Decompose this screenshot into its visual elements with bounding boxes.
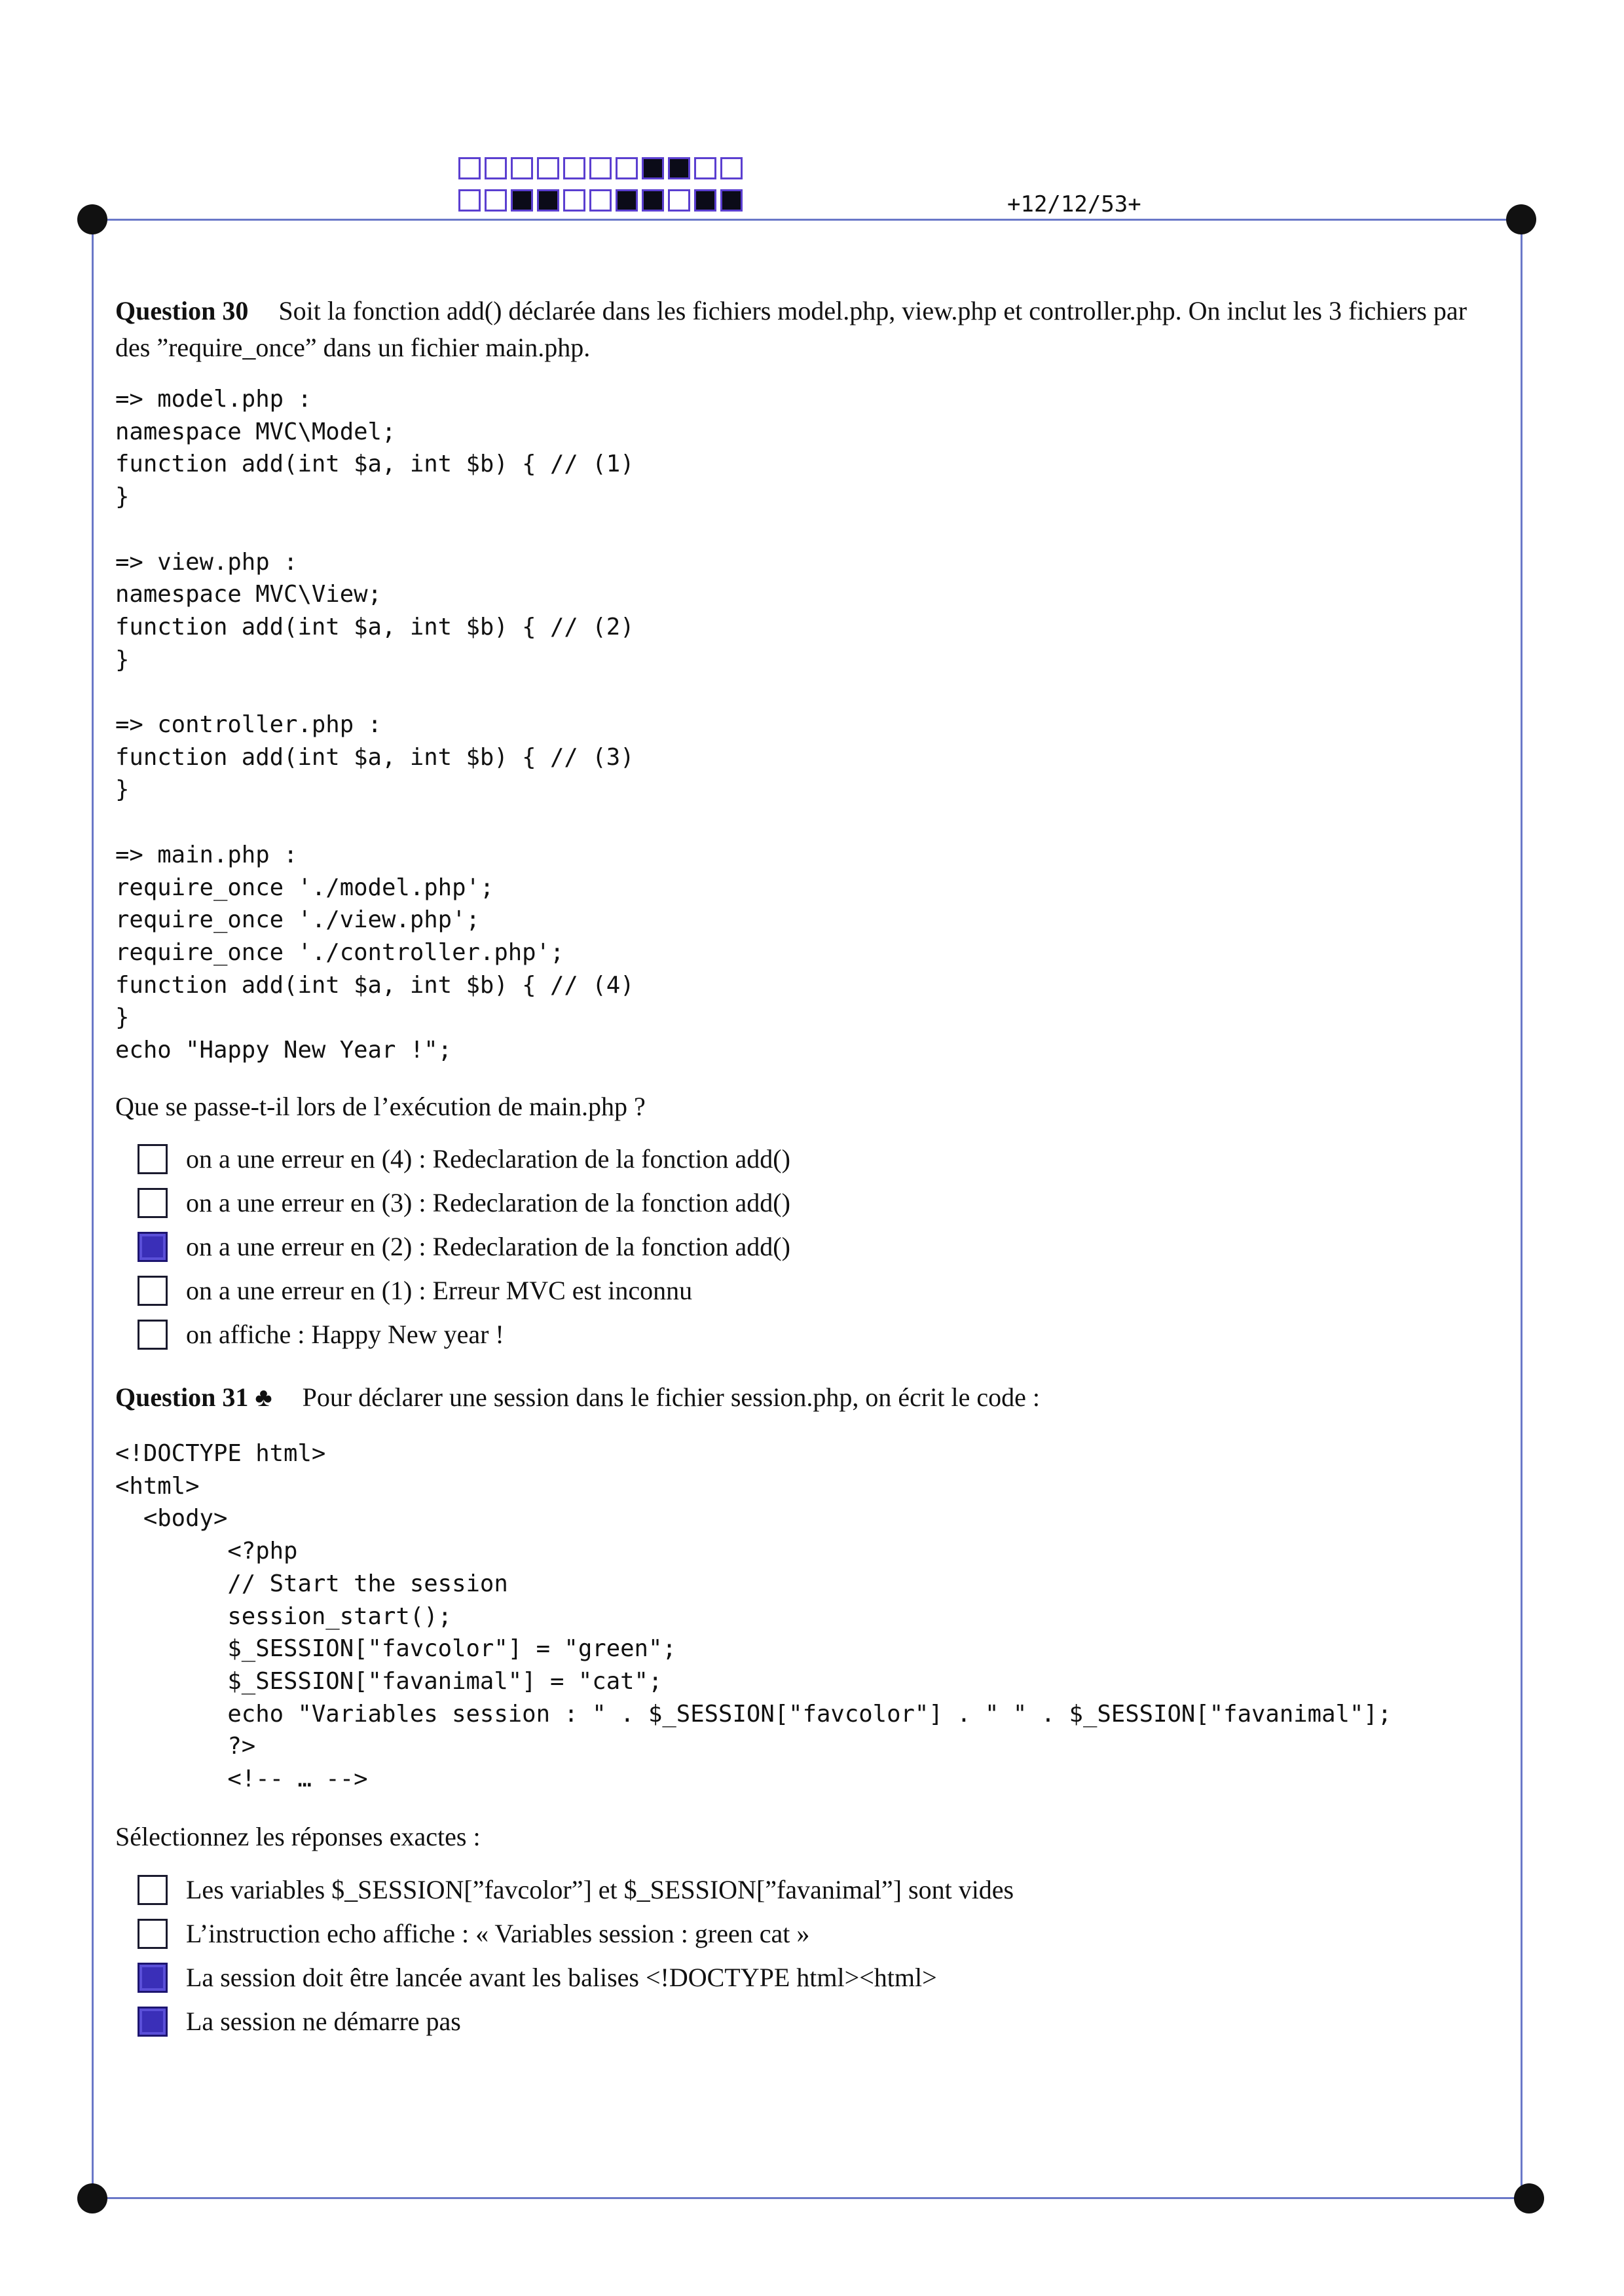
code-bar-cell [537,189,559,212]
page-id: +12/12/53+ [1007,191,1141,217]
answer-label: L’instruction echo affiche : « Variables session : green cat » [186,1919,810,1948]
frame-left-line [92,219,94,2199]
question-31-text: Pour déclarer une session dans le fichier session.php, on écrit le code : [302,1382,1040,1412]
question-30-code: => model.php : namespace MVC\Model; function add(int $a, int $b) { // (1) } => view.php : namespace MVC\View; function add(int $a, int $b) { // (2) } => controller.php : function add(int $a, int $b) { // (3) } => main.php : require_once './model.php'; require_once './view.php'; require_once './controller.php'; function add(int $a, int $b) { // (4) } echo "Happy New Year !"; [115,386,635,1064]
question-31-code: <!DOCTYPE html> <html> <body> <?php // Start the session session_start(); $_SESSION["favcolor"] = "green"; $_SESSION["favanimal"] = "cat"; echo "Variables session : " . $_SESSION["favcolor"] . " " . $_SESSION["favanimal"]; ?> <!-- … --> [115,1440,1392,1793]
code-bar-cell [720,157,743,179]
code-bar-cell [458,157,481,179]
code-bar-cell [563,157,585,179]
page-code-bar-top [458,157,747,179]
answer-checkbox[interactable] [138,1188,168,1218]
code-bar-cell [485,189,507,212]
answer-row [138,1137,790,1181]
corner-marker-bottom-left [77,2183,107,2213]
corner-marker-bottom-right [1514,2183,1544,2213]
code-bar-cell [694,157,716,179]
code-bar-cell [589,157,612,179]
answer-checkbox[interactable] [138,1232,168,1262]
answer-row [138,1268,790,1312]
frame-bottom-line [92,2197,1532,2199]
code-bar-cell [511,189,533,212]
answer-row [138,1912,1014,1955]
question-30-header [115,293,1504,366]
question-30-number: Question 30 [115,296,249,325]
code-bar-cell [616,157,638,179]
code-bar-cell [694,189,716,212]
question-30-text: Soit la fonction add() déclarée dans les fichiers model.php, view.php et controller.php. On inclut les 3 fichiers par des ”require_once” dans un fichier main.php. [115,296,1467,362]
answer-checkbox[interactable] [138,1320,168,1350]
frame-right-line [1521,219,1522,2199]
code-bar-cell [642,157,664,179]
code-bar-cell [720,189,743,212]
page-code-bar-bottom [458,189,747,212]
answer-row [138,1999,1014,2043]
question-30-prompt: Que se passe-t-il lors de l’exécution de main.php ? [115,1092,646,1121]
answer-label: La session ne démarre pas [186,2007,461,2036]
code-bar-cell [485,157,507,179]
corner-marker-top-left [77,204,107,234]
question-31-header [115,1379,1504,1416]
question-31-number: Question 31 ♣ [115,1382,272,1412]
answer-row [138,1868,1014,1912]
code-bar-cell [458,189,481,212]
answer-row [138,1955,1014,1999]
question-30-answers [138,1137,790,1356]
frame-top-line [92,219,1522,221]
answer-checkbox[interactable] [138,1875,168,1905]
corner-marker-top-right [1506,204,1536,234]
answer-label: on a une erreur en (1) : Erreur MVC est inconnu [186,1276,693,1305]
answer-label: on affiche : Happy New year ! [186,1320,504,1349]
code-bar-cell [589,189,612,212]
answer-label: La session doit être lancée avant les balises <!DOCTYPE html><html> [186,1963,937,1992]
code-bar-cell [537,157,559,179]
code-bar-cell [668,157,690,179]
answer-row [138,1181,790,1225]
code-bar-cell [563,189,585,212]
answer-label: on a une erreur en (4) : Redeclaration de la fonction add() [186,1144,790,1174]
answer-checkbox[interactable] [138,1144,168,1174]
code-bar-cell [511,157,533,179]
answer-checkbox[interactable] [138,1919,168,1949]
answer-label: on a une erreur en (2) : Redeclaration de la fonction add() [186,1232,790,1261]
answer-row [138,1312,790,1356]
code-bar-cell [668,189,690,212]
answer-checkbox[interactable] [138,1276,168,1306]
answer-label: on a une erreur en (3) : Redeclaration de la fonction add() [186,1188,790,1217]
answer-checkbox[interactable] [138,2007,168,2037]
code-bar-cell [642,189,664,212]
question-31-prompt: Sélectionnez les réponses exactes : [115,1822,481,1851]
question-31-answers [138,1868,1014,2043]
answer-row [138,1225,790,1268]
answer-checkbox[interactable] [138,1963,168,1993]
code-bar-cell [616,189,638,212]
answer-label: Les variables $_SESSION[”favcolor”] et $_SESSION[”favanimal”] sont vides [186,1875,1014,1904]
